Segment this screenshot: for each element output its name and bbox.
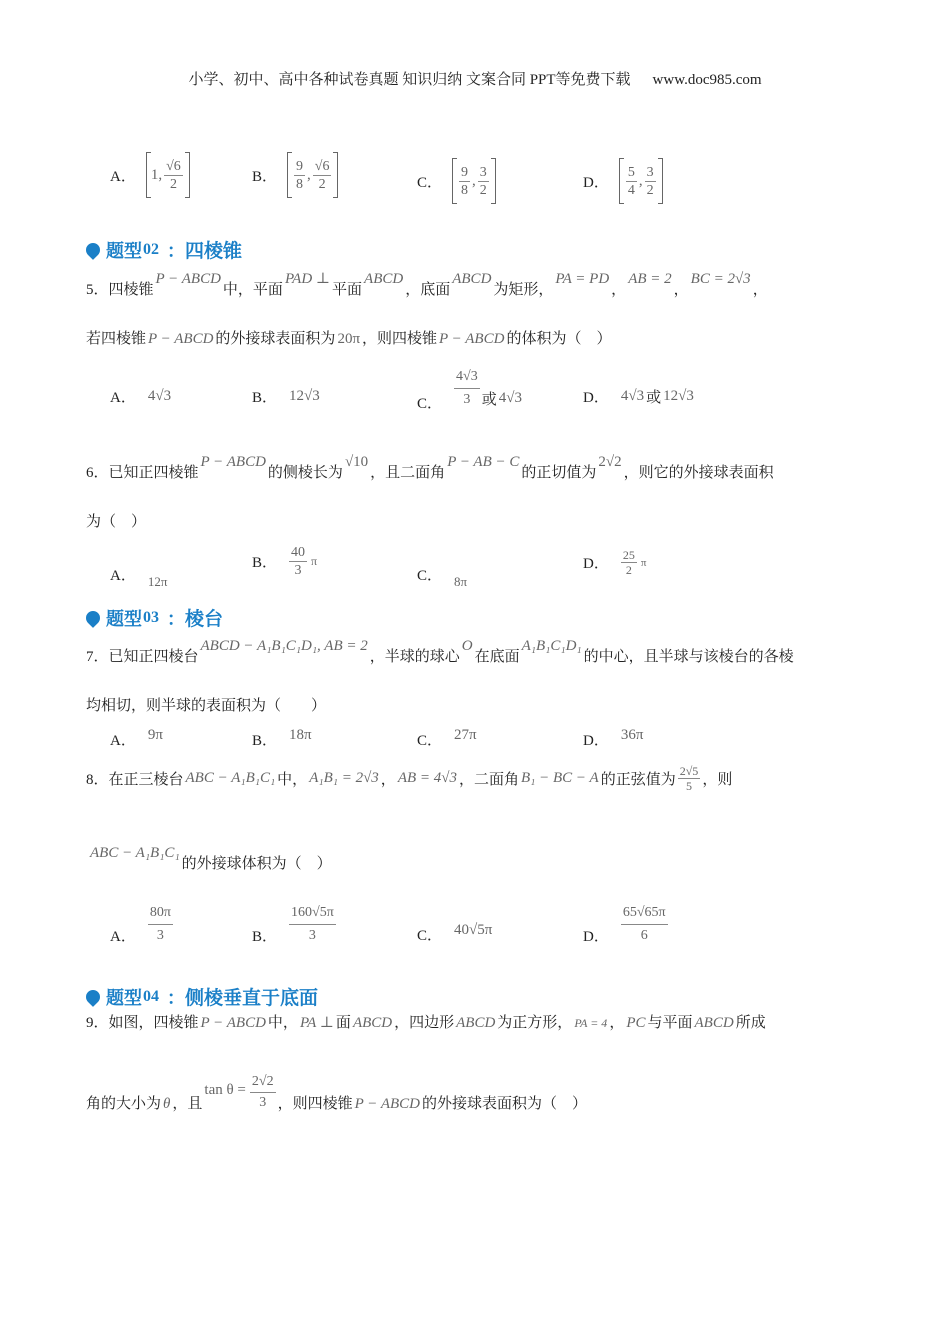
location-pin-icon bbox=[83, 987, 103, 1007]
math: ABCD bbox=[694, 1015, 734, 1031]
section-num: 03 bbox=[143, 608, 159, 626]
option-label: A． bbox=[110, 929, 136, 945]
math: B₁ − BC − A bbox=[521, 770, 599, 786]
q6-option-b[interactable] bbox=[252, 544, 319, 579]
math: tan θ = bbox=[204, 1082, 246, 1098]
option-value: 4√3 bbox=[498, 390, 522, 406]
text: 的外接球表面积为 bbox=[215, 331, 336, 347]
text: ， bbox=[673, 282, 689, 298]
option-value: 40√5π bbox=[454, 922, 493, 938]
math: PA = PD bbox=[555, 271, 610, 287]
section-title: 棱台 bbox=[185, 609, 224, 630]
option-label: D． bbox=[583, 174, 609, 191]
frac-num: 9 bbox=[296, 158, 304, 174]
math: ABCD bbox=[456, 1015, 496, 1031]
frac-den: 3 bbox=[463, 392, 471, 407]
frac-den: 5 bbox=[686, 779, 693, 793]
frac-den: 3 bbox=[308, 928, 316, 943]
text: ，则它的外接球表面积 bbox=[623, 465, 774, 481]
math: AB = 4√3 bbox=[397, 770, 457, 786]
frac-num: √6 bbox=[166, 158, 181, 174]
frac-num: 9 bbox=[461, 164, 469, 180]
section-heading-02 bbox=[86, 236, 242, 263]
math: ABC − A₁B₁C₁ bbox=[90, 845, 180, 861]
option-value: 12π bbox=[147, 574, 168, 589]
location-pin-icon bbox=[83, 608, 103, 628]
option-label: B． bbox=[252, 168, 278, 185]
text: ， bbox=[609, 1015, 625, 1031]
q8-option-b[interactable] bbox=[252, 902, 338, 947]
frac-num: 2√2 bbox=[250, 1072, 276, 1093]
option-label: D． bbox=[583, 733, 609, 749]
text: 与平面 bbox=[647, 1015, 693, 1031]
text: 的正切值为 bbox=[521, 465, 597, 481]
section-heading-04 bbox=[86, 983, 318, 1010]
text: 的侧棱长为 bbox=[267, 465, 343, 481]
option-label: A． bbox=[110, 567, 136, 584]
frac-den: 2 bbox=[169, 176, 177, 192]
text: 中，平面 bbox=[222, 282, 283, 298]
option-value: 4√3 bbox=[147, 388, 172, 404]
math: PA ⊥ bbox=[299, 1015, 334, 1031]
text: 或 bbox=[646, 390, 662, 406]
option-value: 4√3 bbox=[620, 388, 645, 404]
frac-num: 80π bbox=[148, 902, 173, 925]
frac-num: 25 bbox=[622, 548, 635, 562]
interval: $\frac{5}{4}$ , $\frac{3}{2}$ bbox=[619, 158, 663, 204]
option-label: C． bbox=[417, 396, 443, 412]
math: ABC − A₁B₁C₁ bbox=[185, 770, 276, 786]
interval: $\frac{9}{8}$ , $\frac{√6}{2}$ bbox=[287, 152, 338, 198]
option-label: B． bbox=[252, 390, 278, 406]
text: 的体积为（ ） bbox=[506, 331, 612, 347]
frac-den: 3 bbox=[259, 1095, 267, 1110]
q7-line-2: 均相切，则半球的表面积为（ ） bbox=[86, 698, 327, 714]
frac-num: 160√5π bbox=[289, 902, 336, 925]
math: P − AB − C bbox=[447, 454, 520, 470]
text: ， bbox=[611, 282, 627, 298]
text: 若四棱锥 bbox=[86, 331, 147, 347]
header-text: 小学、初中、高中各种试卷真题 知识归纳 文案合同 PPT等免费下载 bbox=[188, 72, 631, 88]
section-heading-03 bbox=[86, 604, 223, 631]
option-label: B． bbox=[252, 929, 278, 945]
q6-option-d[interactable] bbox=[583, 548, 648, 577]
header-url[interactable]: www.doc985.com bbox=[652, 72, 762, 88]
math: PA = 4 bbox=[574, 1016, 608, 1030]
q6-line-1 bbox=[86, 454, 774, 482]
section-sep: ： bbox=[167, 987, 185, 1008]
frac-den: 8 bbox=[461, 182, 469, 198]
math: ABCD bbox=[452, 271, 492, 287]
option-label: C． bbox=[417, 174, 443, 191]
interval-left: 1, bbox=[150, 166, 163, 183]
q7-option-d[interactable] bbox=[583, 729, 645, 750]
math: 20π bbox=[337, 331, 361, 347]
text: 面 bbox=[335, 1015, 351, 1031]
text: 在底面 bbox=[474, 649, 520, 665]
frac-den: 2 bbox=[646, 182, 654, 198]
option-label: D． bbox=[583, 556, 609, 572]
q4-option-b[interactable] bbox=[252, 152, 338, 198]
math: P − ABCD bbox=[200, 454, 266, 470]
math: P − ABCD bbox=[200, 1015, 266, 1031]
text: ，且二面角 bbox=[370, 465, 446, 481]
option-label: A． bbox=[110, 733, 136, 749]
interval bbox=[146, 152, 190, 198]
frac-num: 3 bbox=[646, 164, 654, 180]
text: 中， bbox=[277, 772, 308, 788]
text: 8．在正三棱台 bbox=[86, 772, 184, 788]
frac-den: 2 bbox=[318, 176, 326, 192]
text: 的外接球表面积为（ ） bbox=[422, 1096, 588, 1112]
q9-line-1 bbox=[86, 1011, 766, 1032]
frac-num: 3 bbox=[479, 164, 487, 180]
q4-option-c[interactable] bbox=[417, 158, 496, 204]
math: √10 bbox=[344, 454, 369, 470]
option-label: C． bbox=[417, 928, 443, 944]
option-label: A． bbox=[110, 390, 136, 406]
q5-option-b[interactable] bbox=[252, 386, 322, 407]
q5-option-d[interactable] bbox=[583, 386, 696, 407]
text: 所成 bbox=[735, 1015, 766, 1031]
page-header bbox=[0, 68, 950, 89]
math: ABCD bbox=[364, 271, 404, 287]
text: 6．已知正四棱锥 bbox=[86, 465, 199, 481]
section-title: 四棱锥 bbox=[185, 241, 243, 262]
frac-den: 8 bbox=[296, 176, 304, 192]
option-value: 36π bbox=[620, 727, 644, 743]
text: 的外接球体积为（ ） bbox=[181, 856, 332, 872]
q7-option-a[interactable] bbox=[110, 729, 165, 750]
section-prefix: 题型 bbox=[106, 987, 142, 1008]
math: ABCD bbox=[352, 1015, 393, 1031]
math: 2√2 bbox=[598, 454, 622, 470]
option-label: A． bbox=[110, 168, 136, 185]
text: ，则 bbox=[702, 772, 733, 788]
location-pin-icon bbox=[83, 240, 103, 260]
text: ， bbox=[380, 772, 396, 788]
text: 5．四棱锥 bbox=[86, 282, 154, 298]
q5-line-2 bbox=[86, 327, 611, 348]
q8-option-c[interactable] bbox=[417, 924, 494, 945]
text: ， bbox=[752, 282, 768, 298]
q5-option-a[interactable] bbox=[110, 386, 173, 407]
text: 或 bbox=[481, 392, 497, 408]
text: 平面 bbox=[332, 282, 363, 298]
text: 的正弦值为 bbox=[600, 772, 676, 788]
q6-option-a[interactable] bbox=[110, 558, 169, 590]
frac-num: 2√5 bbox=[679, 764, 699, 778]
math: P − ABCD bbox=[354, 1096, 420, 1112]
option-label: D． bbox=[583, 390, 609, 406]
text: 为矩形， bbox=[493, 282, 554, 298]
frac-den: 3 bbox=[156, 928, 164, 943]
option-label: B． bbox=[252, 555, 278, 571]
option-value: 27π bbox=[454, 727, 477, 743]
q4-option-a[interactable] bbox=[110, 152, 190, 198]
section-prefix: 题型 bbox=[106, 240, 142, 261]
option-value: 12√3 bbox=[289, 388, 320, 404]
text: ，则四棱锥 bbox=[362, 331, 438, 347]
q5-option-c[interactable] bbox=[417, 364, 524, 413]
text: 角的大小为 bbox=[86, 1096, 162, 1112]
text: ，二面角 bbox=[459, 772, 520, 788]
q8-option-d[interactable] bbox=[583, 902, 670, 947]
section-sep: ： bbox=[167, 608, 185, 629]
section-sep: ： bbox=[167, 240, 185, 261]
text: ，四边形 bbox=[394, 1015, 455, 1031]
frac-den: 2 bbox=[625, 563, 632, 577]
q5-line-1 bbox=[86, 271, 768, 299]
frac-num: 4√3 bbox=[454, 366, 480, 389]
text: π bbox=[311, 554, 318, 568]
text: ，底面 bbox=[405, 282, 451, 298]
math: O bbox=[461, 638, 473, 654]
section-num: 02 bbox=[143, 240, 159, 258]
text: 9．如图，四棱锥 bbox=[86, 1015, 199, 1031]
text: 中， bbox=[267, 1015, 298, 1031]
option-value: 9π bbox=[147, 727, 163, 743]
math: ABCD − A₁B₁C₁D₁, AB = 2 bbox=[200, 638, 368, 654]
interval: $\frac{9}{8}$ , $\frac{3}{2}$ bbox=[452, 158, 496, 204]
option-label: C． bbox=[417, 567, 443, 584]
frac-num: √6 bbox=[314, 158, 330, 174]
q4-option-d[interactable] bbox=[583, 158, 663, 204]
math: θ bbox=[163, 1096, 171, 1112]
frac-num: 5 bbox=[627, 164, 635, 180]
option-value: 12√3 bbox=[663, 388, 694, 404]
frac-den: 2 bbox=[479, 182, 487, 198]
section-title: 侧棱垂直于底面 bbox=[185, 988, 319, 1009]
q8-line-2 bbox=[88, 845, 332, 873]
text: ，半球的球心 bbox=[369, 649, 460, 665]
text: ，且 bbox=[172, 1096, 203, 1112]
section-prefix: 题型 bbox=[106, 608, 142, 629]
text: 的中心，且半球与该棱台的各棱 bbox=[583, 649, 794, 665]
q7-option-c[interactable] bbox=[417, 729, 479, 750]
q9-line-2 bbox=[86, 1072, 587, 1113]
math: BC = 2√3 bbox=[690, 271, 751, 287]
option-label: B． bbox=[252, 733, 278, 749]
option-label: C． bbox=[417, 733, 443, 749]
text: ，则四棱锥 bbox=[277, 1096, 353, 1112]
text: π bbox=[640, 556, 647, 569]
q8-option-a[interactable] bbox=[110, 902, 175, 947]
math: PC bbox=[626, 1015, 646, 1031]
q6-line-2: 为（ ） bbox=[86, 514, 147, 530]
q8-line-1 bbox=[86, 764, 732, 793]
frac-den: 3 bbox=[294, 563, 302, 578]
text: 为正方形， bbox=[497, 1015, 573, 1031]
math: P − ABCD bbox=[155, 271, 221, 287]
math: PAD ⊥ bbox=[284, 271, 331, 287]
math: AB = 2 bbox=[628, 271, 672, 287]
q7-line-1 bbox=[86, 638, 794, 666]
q7-option-b[interactable] bbox=[252, 729, 314, 750]
q6-option-c[interactable] bbox=[417, 558, 469, 590]
option-value: 18π bbox=[289, 727, 312, 743]
math: P − ABCD bbox=[439, 331, 505, 347]
frac-den: 4 bbox=[627, 182, 635, 198]
frac-num: 65√65π bbox=[621, 902, 668, 925]
option-label: D． bbox=[583, 929, 609, 945]
option-value: 8π bbox=[454, 574, 468, 589]
math: A₁B₁ = 2√3 bbox=[309, 770, 379, 786]
section-num: 04 bbox=[143, 987, 159, 1005]
math: P − ABCD bbox=[148, 331, 214, 347]
frac-num: 40 bbox=[291, 545, 306, 560]
math: A₁B₁C₁D₁ bbox=[521, 638, 582, 654]
text: 7．已知正四棱台 bbox=[86, 649, 199, 665]
frac-den: 6 bbox=[640, 928, 648, 943]
